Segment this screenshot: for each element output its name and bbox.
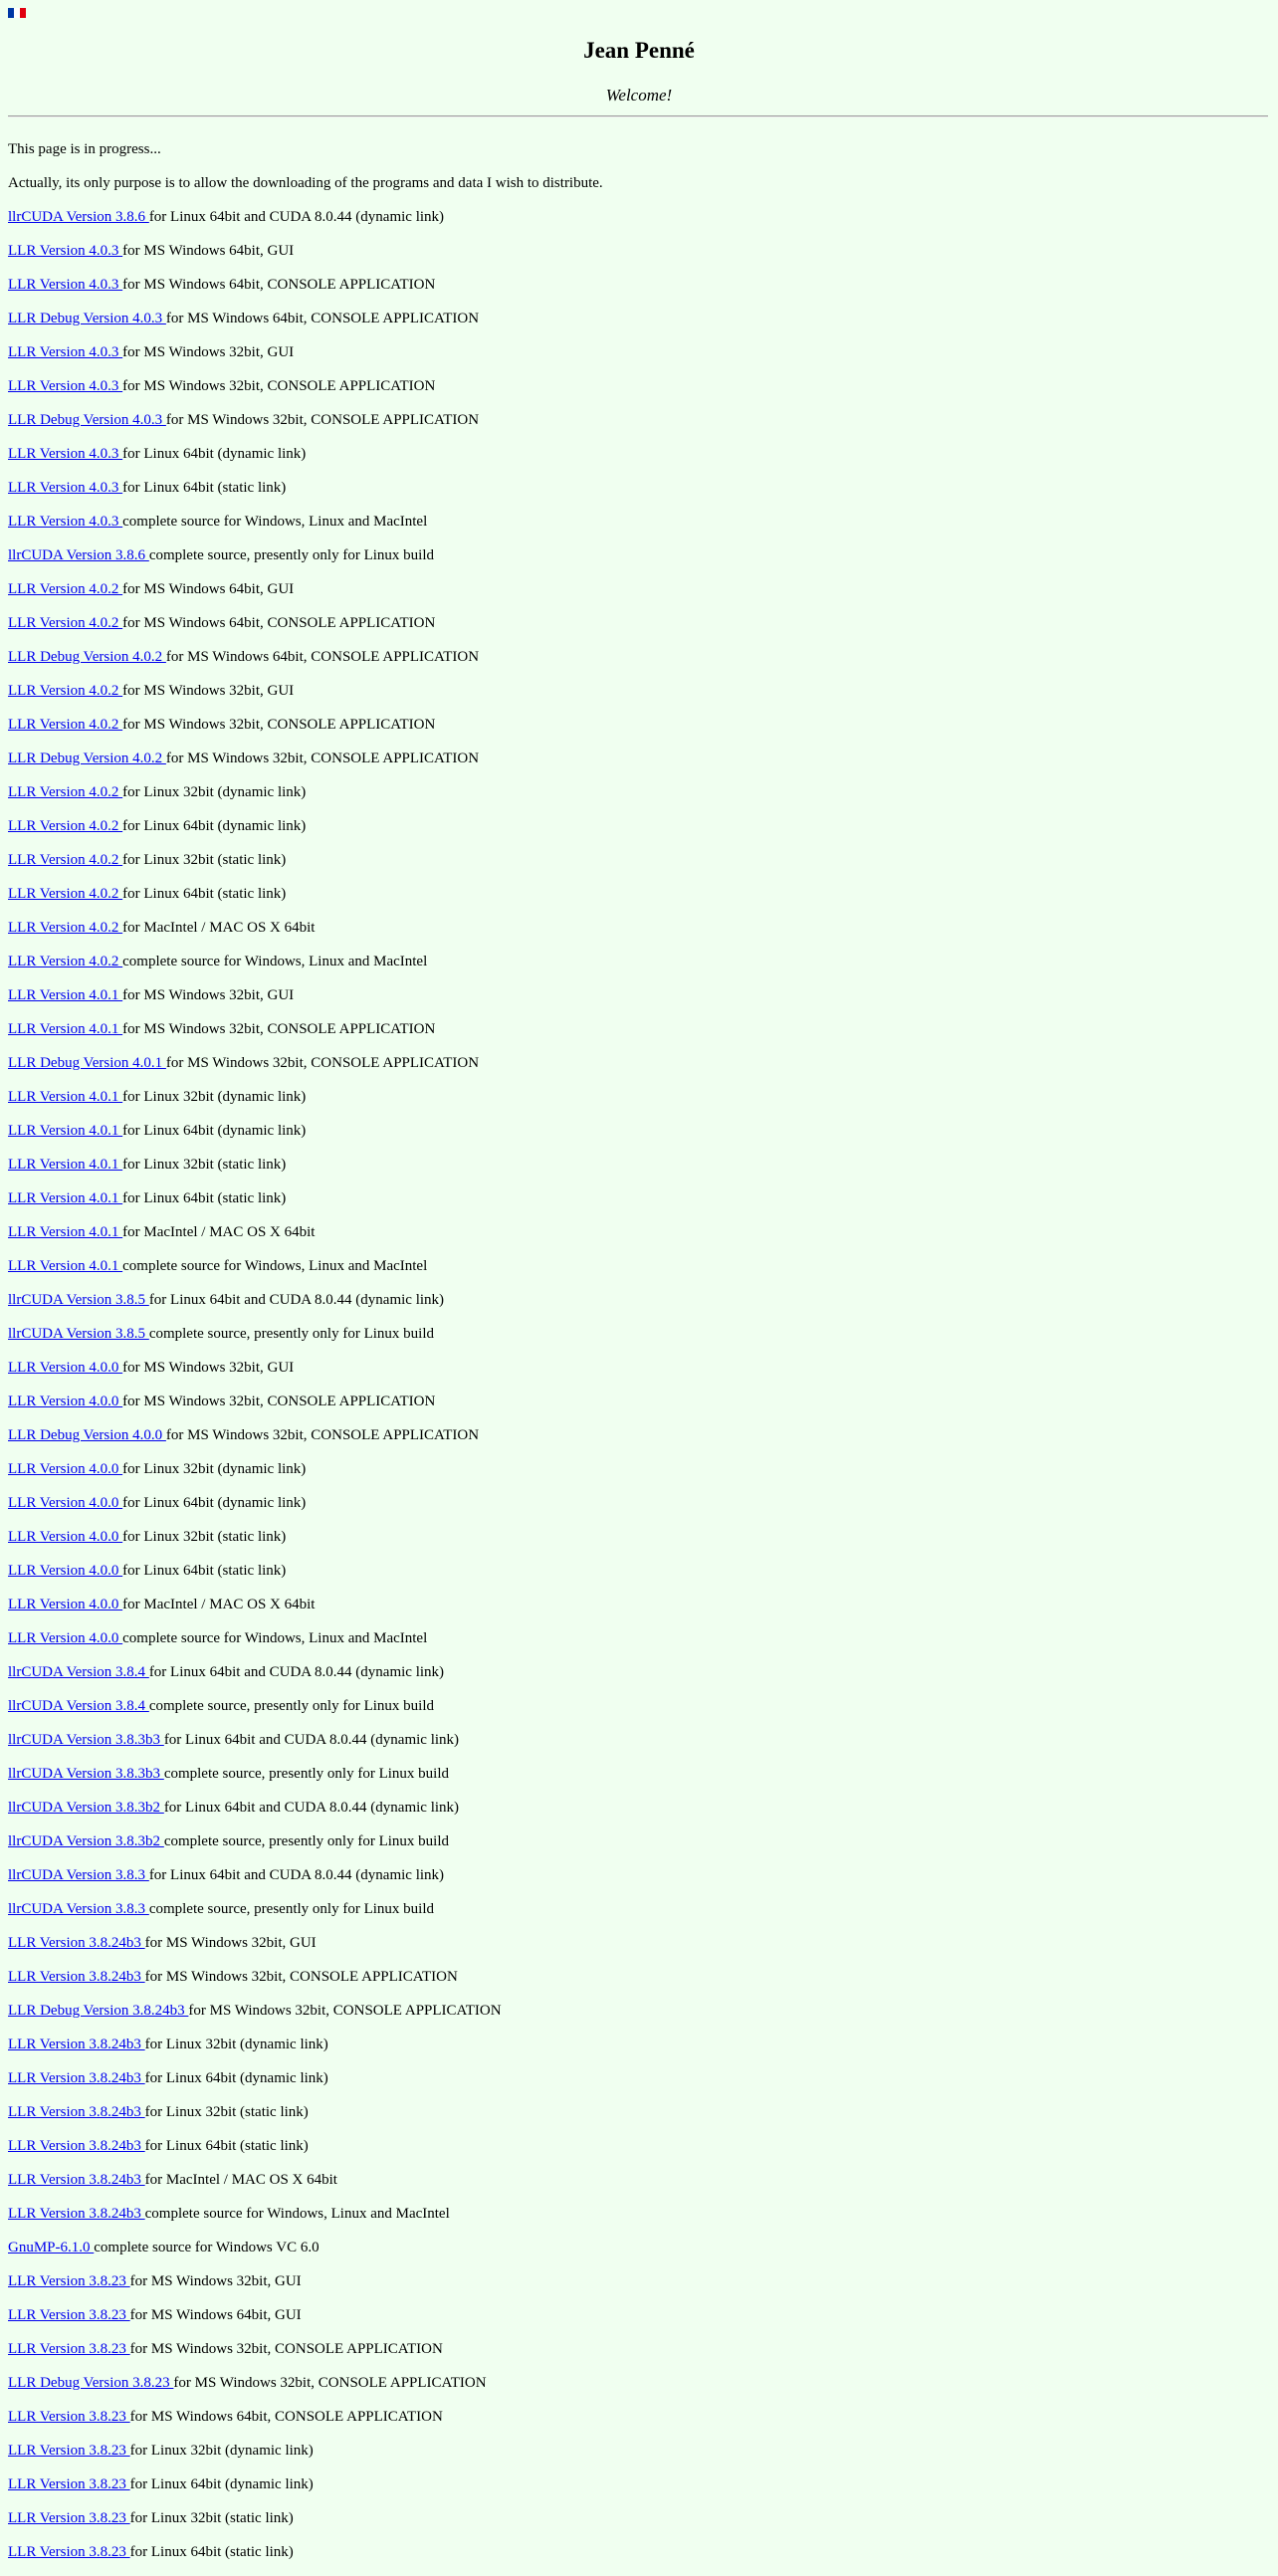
download-link[interactable]: LLR Version 3.8.23 [8, 2341, 130, 2357]
download-item [8, 512, 502, 545]
download-item [8, 1764, 502, 1798]
download-item [8, 275, 502, 309]
download-description: for Linux 64bit (static link) [122, 1563, 287, 1579]
download-description: for MS Windows 32bit, CONSOLE APPLICATION [165, 412, 480, 428]
download-description: for Linux 64bit and CUDA 8.0.44 (dynamic link) [163, 1732, 460, 1748]
download-description: for Linux 64bit and CUDA 8.0.44 (dynamic link) [163, 1800, 460, 1816]
download-item [8, 1087, 502, 1121]
download-description: for MacIntel / MAC OS X 64bit [122, 920, 316, 936]
download-description: for Linux 64bit (dynamic link) [122, 818, 307, 834]
download-link[interactable]: LLR Debug Version 4.0.2 [8, 751, 166, 766]
download-link[interactable]: LLR Version 3.8.24b3 [8, 2037, 145, 2052]
download-item [8, 749, 502, 782]
download-description: for Linux 64bit (dynamic link) [122, 1495, 307, 1511]
download-item [8, 1256, 502, 1290]
download-link[interactable]: LLR Version 4.0.2 [8, 683, 123, 699]
download-description: for MS Windows 64bit, CONSOLE APPLICATION [129, 2409, 443, 2425]
download-description: for MacIntel / MAC OS X 64bit [144, 2172, 337, 2188]
download-description: for Linux 64bit (dynamic link) [129, 2476, 314, 2492]
download-description: for Linux 32bit (dynamic link) [122, 784, 307, 800]
download-link[interactable]: LLR Debug Version 3.8.23 [8, 2375, 174, 2391]
download-description: for Linux 64bit (static link) [122, 886, 287, 902]
download-description: for MS Windows 64bit, CONSOLE APPLICATION [122, 277, 436, 293]
download-item [8, 2271, 502, 2305]
download-link[interactable]: LLR Version 3.8.23 [8, 2443, 130, 2459]
download-link[interactable]: llrCUDA Version 3.8.3b3 [8, 1732, 164, 1748]
download-item [8, 1696, 502, 1730]
download-item [8, 1121, 502, 1155]
download-link[interactable]: LLR Version 3.8.23 [8, 2307, 130, 2323]
download-item [8, 1155, 502, 1188]
download-link[interactable]: LLR Version 4.0.2 [8, 886, 123, 902]
download-link[interactable]: llrCUDA Version 3.8.3 [8, 1867, 149, 1883]
download-link[interactable]: LLR Version 4.0.1 [8, 1224, 123, 1240]
download-item [8, 1595, 502, 1628]
download-link[interactable]: LLR Version 4.0.0 [8, 1461, 123, 1477]
download-description: for Linux 32bit (dynamic link) [129, 2443, 314, 2459]
french-flag-icon[interactable] [8, 8, 26, 18]
intro-purpose: Actually, its only purpose is to allow the downloading of the programs and data I wish to distribute. [8, 175, 603, 191]
download-link[interactable]: LLR Version 4.0.1 [8, 987, 123, 1003]
download-item [8, 2542, 502, 2576]
download-link[interactable]: LLR Version 3.8.23 [8, 2544, 130, 2560]
download-link[interactable]: llrCUDA Version 3.8.3b3 [8, 1766, 164, 1782]
download-link[interactable]: LLR Debug Version 4.0.0 [8, 1427, 166, 1443]
download-item [8, 376, 502, 410]
download-item [8, 647, 502, 681]
download-item [8, 1053, 502, 1087]
download-link[interactable]: LLR Version 4.0.0 [8, 1394, 123, 1409]
download-link[interactable]: llrCUDA Version 3.8.3b2 [8, 1800, 164, 1816]
download-item [8, 1967, 502, 2001]
download-description: for Linux 64bit (static link) [144, 2138, 309, 2154]
page-title: Jean Penné [583, 38, 695, 63]
download-item [8, 2204, 502, 2238]
download-link[interactable]: LLR Version 4.0.2 [8, 852, 123, 868]
download-description: complete source for Windows VC 6.0 [94, 2240, 320, 2255]
download-link[interactable]: LLR Version 4.0.3 [8, 344, 123, 360]
download-item [8, 478, 502, 512]
download-item [8, 2441, 502, 2474]
download-description: for MacIntel / MAC OS X 64bit [122, 1224, 316, 1240]
download-link[interactable]: LLR Version 4.0.2 [8, 784, 123, 800]
download-link[interactable]: llrCUDA Version 3.8.5 [8, 1326, 149, 1342]
download-description: for Linux 64bit and CUDA 8.0.44 (dynamic link) [148, 1867, 445, 1883]
download-item [8, 309, 502, 342]
download-item [8, 2407, 502, 2441]
download-description: complete source, presently only for Linux build [148, 1326, 434, 1342]
download-item [8, 1798, 502, 1831]
download-item [8, 1831, 502, 1865]
download-link[interactable]: GnuMP-6.1.0 [8, 2240, 95, 2255]
download-link[interactable]: LLR Version 3.8.24b3 [8, 1935, 145, 1951]
download-item [8, 2136, 502, 2170]
download-link[interactable]: LLR Version 4.0.1 [8, 1089, 123, 1105]
download-item [8, 2305, 502, 2339]
download-description: for MS Windows 32bit, GUI [122, 344, 295, 360]
download-link[interactable]: LLR Version 4.0.3 [8, 378, 123, 394]
download-link[interactable]: LLR Version 4.0.3 [8, 243, 123, 259]
download-item [8, 1899, 502, 1933]
download-link[interactable]: LLR Version 4.0.0 [8, 1495, 123, 1511]
download-description: for MS Windows 32bit, GUI [122, 683, 295, 699]
download-link[interactable]: LLR Version 4.0.3 [8, 446, 123, 462]
download-description: for Linux 64bit and CUDA 8.0.44 (dynamic link) [148, 1292, 445, 1308]
download-description: for MS Windows 64bit, CONSOLE APPLICATION [165, 311, 480, 326]
download-item [8, 2373, 502, 2407]
download-item [8, 1662, 502, 1696]
download-description: complete source for Windows, Linux and MacIntel [122, 954, 428, 969]
download-item [8, 1459, 502, 1493]
download-description: for Linux 64bit (static link) [129, 2544, 294, 2560]
download-link[interactable]: LLR Version 4.0.0 [8, 1529, 123, 1545]
download-description: for MS Windows 64bit, CONSOLE APPLICATION [122, 615, 436, 631]
download-item [8, 850, 502, 884]
download-link[interactable]: LLR Version 4.0.1 [8, 1157, 123, 1173]
download-item [8, 1561, 502, 1595]
download-description: for MS Windows 32bit, CONSOLE APPLICATION [122, 378, 436, 394]
download-description: for Linux 32bit (static link) [122, 852, 287, 868]
download-list [8, 207, 502, 2576]
download-item [8, 2238, 502, 2271]
download-link[interactable]: LLR Version 4.0.0 [8, 1360, 123, 1376]
download-description: complete source for Windows, Linux and MacIntel [122, 514, 428, 530]
download-description: for Linux 64bit and CUDA 8.0.44 (dynamic link) [148, 209, 445, 225]
download-description: for Linux 64bit (dynamic link) [144, 2070, 328, 2086]
download-link[interactable]: LLR Version 3.8.23 [8, 2409, 130, 2425]
download-item [8, 1019, 502, 1053]
divider [8, 115, 1268, 117]
download-link[interactable]: LLR Version 4.0.2 [8, 954, 123, 969]
download-link[interactable]: LLR Version 4.0.2 [8, 581, 123, 597]
download-description: for MacIntel / MAC OS X 64bit [122, 1597, 316, 1612]
download-item [8, 545, 502, 579]
download-description: for MS Windows 64bit, GUI [129, 2307, 302, 2323]
download-description: for MS Windows 64bit, GUI [122, 243, 295, 259]
download-item [8, 1188, 502, 1222]
download-description: for MS Windows 32bit, GUI [122, 1360, 295, 1376]
download-description: complete source for Windows, Linux and MacIntel [122, 1630, 428, 1646]
download-link[interactable]: LLR Version 4.0.1 [8, 1190, 123, 1206]
welcome-text: Welcome! [605, 86, 673, 105]
download-item [8, 1933, 502, 1967]
download-link[interactable]: llrCUDA Version 3.8.5 [8, 1292, 149, 1308]
download-description: complete source for Windows, Linux and MacIntel [122, 1258, 428, 1274]
download-item [8, 2102, 502, 2136]
download-description: for Linux 32bit (dynamic link) [144, 2037, 328, 2052]
download-link[interactable]: LLR Debug Version 4.0.3 [8, 311, 166, 326]
download-description: complete source, presently only for Linux build [148, 1901, 434, 1917]
download-link[interactable]: llrCUDA Version 3.8.3b2 [8, 1833, 164, 1849]
download-item [8, 816, 502, 850]
download-item [8, 2035, 502, 2068]
download-item [8, 342, 502, 376]
download-description: for MS Windows 64bit, CONSOLE APPLICATION [165, 649, 480, 665]
download-description: for Linux 32bit (static link) [129, 2510, 294, 2526]
download-link[interactable]: LLR Version 4.0.3 [8, 514, 123, 530]
download-link[interactable]: LLR Debug Version 3.8.24b3 [8, 2003, 189, 2019]
download-link[interactable]: LLR Version 4.0.1 [8, 1258, 123, 1274]
download-link[interactable]: LLR Version 4.0.0 [8, 1597, 123, 1612]
download-description: for Linux 32bit (static link) [122, 1157, 287, 1173]
download-description: for MS Windows 64bit, GUI [122, 581, 295, 597]
download-link[interactable]: LLR Version 3.8.24b3 [8, 2070, 145, 2086]
download-item [8, 1392, 502, 1425]
download-description: for MS Windows 32bit, CONSOLE APPLICATION [122, 1021, 436, 1037]
download-item [8, 1527, 502, 1561]
download-item [8, 2474, 502, 2508]
download-link[interactable]: llrCUDA Version 3.8.4 [8, 1698, 149, 1714]
download-item [8, 207, 502, 241]
download-description: for Linux 64bit (dynamic link) [122, 1123, 307, 1139]
download-description: for Linux 64bit (static link) [122, 1190, 287, 1206]
download-item [8, 613, 502, 647]
download-description: complete source, presently only for Linux build [148, 1698, 434, 1714]
download-description: for Linux 32bit (static link) [122, 1529, 287, 1545]
download-item [8, 2068, 502, 2102]
download-link[interactable]: LLR Version 4.0.2 [8, 818, 123, 834]
download-description: for MS Windows 32bit, CONSOLE APPLICATION [165, 1427, 480, 1443]
download-item [8, 952, 502, 985]
download-link[interactable]: LLR Version 3.8.23 [8, 2273, 130, 2289]
download-link[interactable]: LLR Debug Version 4.0.1 [8, 1055, 166, 1071]
download-item [8, 1358, 502, 1392]
download-item [8, 681, 502, 715]
download-description: for MS Windows 32bit, CONSOLE APPLICATION [122, 717, 436, 733]
download-item [8, 985, 502, 1019]
download-item [8, 918, 502, 952]
download-link[interactable]: LLR Version 3.8.24b3 [8, 2138, 145, 2154]
download-link[interactable]: LLR Version 3.8.24b3 [8, 2104, 145, 2120]
download-description: for Linux 64bit (dynamic link) [122, 446, 307, 462]
download-item [8, 1324, 502, 1358]
download-description: for MS Windows 32bit, CONSOLE APPLICATION [173, 2375, 487, 2391]
download-description: for MS Windows 32bit, GUI [122, 987, 295, 1003]
download-description: complete source, presently only for Linux build [163, 1833, 449, 1849]
download-description: for Linux 64bit and CUDA 8.0.44 (dynamic link) [148, 1664, 445, 1680]
download-link[interactable]: llrCUDA Version 3.8.6 [8, 547, 149, 563]
download-link[interactable]: LLR Version 3.8.24b3 [8, 2172, 145, 2188]
download-description: for Linux 32bit (dynamic link) [122, 1461, 307, 1477]
download-item [8, 2339, 502, 2373]
download-item [8, 1290, 502, 1324]
download-item [8, 579, 502, 613]
download-description: complete source, presently only for Linux build [163, 1766, 449, 1782]
download-link[interactable]: LLR Version 4.0.2 [8, 920, 123, 936]
download-item [8, 2508, 502, 2542]
download-description: for MS Windows 32bit, CONSOLE APPLICATION [144, 1969, 458, 1985]
download-link[interactable]: LLR Version 4.0.2 [8, 615, 123, 631]
download-link[interactable]: LLR Version 4.0.2 [8, 717, 123, 733]
download-item [8, 410, 502, 444]
download-item [8, 884, 502, 918]
download-link[interactable]: LLR Version 3.8.24b3 [8, 1969, 145, 1985]
download-link[interactable]: LLR Version 4.0.3 [8, 277, 123, 293]
download-description: for MS Windows 32bit, CONSOLE APPLICATION [129, 2341, 443, 2357]
download-link[interactable]: llrCUDA Version 3.8.6 [8, 209, 149, 225]
download-item [8, 1493, 502, 1527]
download-link[interactable]: llrCUDA Version 3.8.3 [8, 1901, 149, 1917]
download-item [8, 1222, 502, 1256]
download-link[interactable]: LLR Version 3.8.24b3 [8, 2206, 145, 2222]
download-item [8, 1865, 502, 1899]
download-description: for MS Windows 32bit, CONSOLE APPLICATION [188, 2003, 502, 2019]
download-link[interactable]: llrCUDA Version 3.8.4 [8, 1664, 149, 1680]
download-description: for Linux 32bit (dynamic link) [122, 1089, 307, 1105]
download-description: for MS Windows 32bit, CONSOLE APPLICATION [165, 751, 480, 766]
download-description: for MS Windows 32bit, CONSOLE APPLICATION [165, 1055, 480, 1071]
download-description: complete source, presently only for Linux build [148, 547, 434, 563]
download-description: for MS Windows 32bit, GUI [144, 1935, 317, 1951]
download-link[interactable]: LLR Version 3.8.23 [8, 2510, 130, 2526]
download-item [8, 1628, 502, 1662]
download-description: for MS Windows 32bit, GUI [129, 2273, 302, 2289]
download-link[interactable]: LLR Debug Version 4.0.2 [8, 649, 166, 665]
download-link[interactable]: LLR Version 4.0.3 [8, 480, 123, 496]
download-item [8, 1730, 502, 1764]
download-item [8, 782, 502, 816]
download-link[interactable]: LLR Version 4.0.0 [8, 1563, 123, 1579]
download-link[interactable]: LLR Version 4.0.0 [8, 1630, 123, 1646]
download-item [8, 2001, 502, 2035]
download-link[interactable]: LLR Version 4.0.1 [8, 1021, 123, 1037]
download-link[interactable]: LLR Version 4.0.1 [8, 1123, 123, 1139]
download-description: for Linux 64bit (static link) [122, 480, 287, 496]
download-item [8, 715, 502, 749]
download-item [8, 241, 502, 275]
download-description: for MS Windows 32bit, CONSOLE APPLICATION [122, 1394, 436, 1409]
download-link[interactable]: LLR Version 3.8.23 [8, 2476, 130, 2492]
download-item [8, 444, 502, 478]
download-description: for Linux 32bit (static link) [144, 2104, 309, 2120]
download-link[interactable]: LLR Debug Version 4.0.3 [8, 412, 166, 428]
intro-progress: This page is in progress... [8, 141, 161, 157]
download-description: complete source for Windows, Linux and MacIntel [144, 2206, 450, 2222]
download-item [8, 1425, 502, 1459]
download-item [8, 2170, 502, 2204]
